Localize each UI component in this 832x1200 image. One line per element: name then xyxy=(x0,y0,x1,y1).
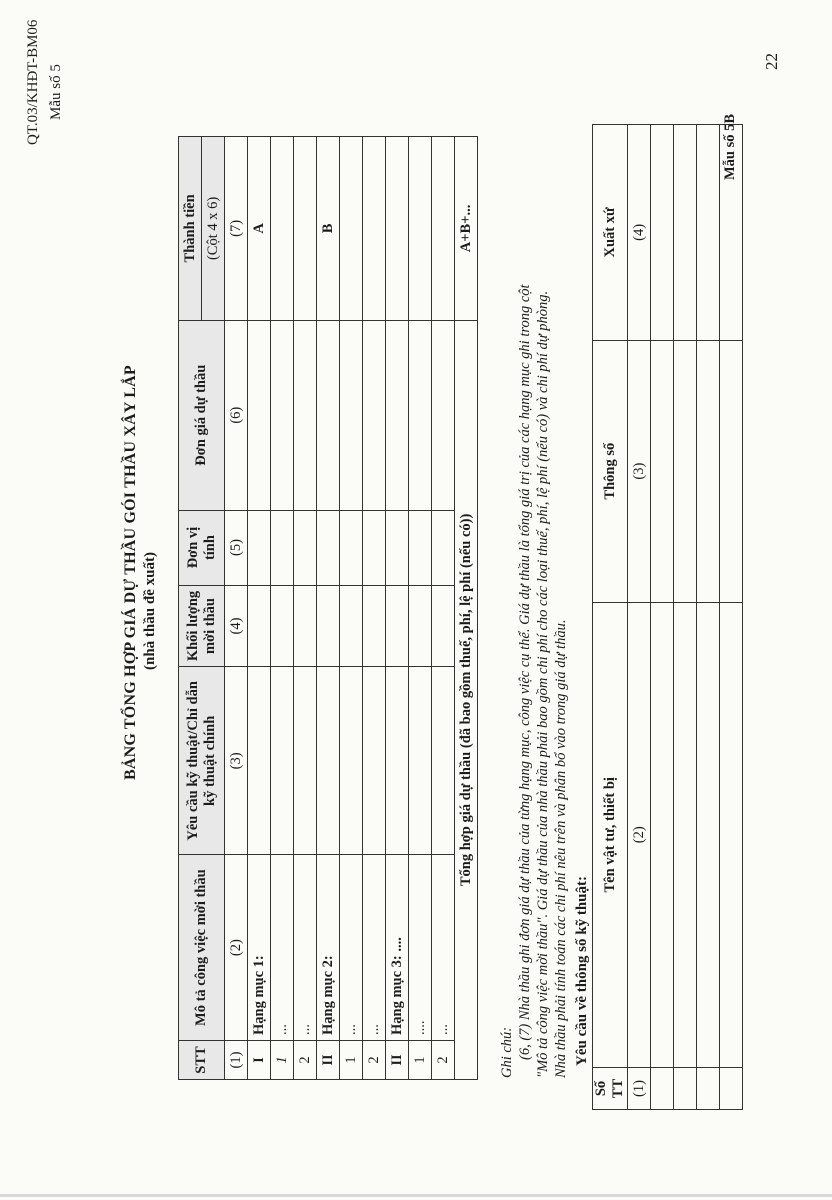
tech-spec-number-row xyxy=(628,125,651,1110)
col-header-amount: Thành tiền xyxy=(179,137,202,321)
col-header-quantity: Khối lượng mời thầu xyxy=(179,585,225,667)
table-row xyxy=(674,125,697,1110)
table-row xyxy=(432,137,455,1080)
row-stt: 2 xyxy=(363,1041,386,1080)
col-header-stt: STT xyxy=(179,1041,225,1080)
row-amount: B xyxy=(317,137,340,321)
note-line-1: (6, (7) Nhà thầu ghi đơn giá dự thầu của từng hạng mục, công việc cụ thể. Giá dự thầu là tổng giá trị của các hạng mục ghi trong cột xyxy=(517,284,533,1060)
table-row xyxy=(294,137,317,1080)
tech-spec-header-row xyxy=(593,125,628,1110)
total-value: A+B+... xyxy=(455,137,478,321)
column-number-row xyxy=(225,137,248,1080)
table-row xyxy=(720,125,743,1110)
table-total-row xyxy=(455,137,478,1080)
table-header-row xyxy=(179,137,202,1080)
row-desc: .... xyxy=(409,855,432,1041)
table-row xyxy=(409,137,432,1080)
row-amount: A xyxy=(248,137,271,321)
form-number-5b: Mẫu số 5B xyxy=(722,113,738,180)
col-number: (6) xyxy=(225,320,248,510)
row-stt: I xyxy=(248,1041,271,1080)
col-header-unit-price: Đơn giá dự thầu xyxy=(179,320,225,510)
total-label: Tổng hợp giá dự thầu (đã bao gồm thuế, phí, lệ phí (nếu có)) xyxy=(455,320,478,1079)
col-number: (1) xyxy=(225,1041,248,1080)
table-row xyxy=(697,125,720,1110)
col-header-unit: Đơn vị tính xyxy=(179,510,225,585)
col-number: (5) xyxy=(225,510,248,585)
col-number: (3) xyxy=(225,667,248,855)
note-line-3: Nhà thầu phải tính toán các chi phí nêu trên và phân bổ vào trong giá dự thầu. xyxy=(553,619,569,1078)
row-desc: ... xyxy=(363,855,386,1041)
table-row xyxy=(340,137,363,1080)
col-header-no: Số TT xyxy=(593,1068,628,1110)
bid-summary-table xyxy=(178,136,478,1080)
row-desc: Hạng mục 2: xyxy=(317,855,340,1041)
note-line-2: "Mô tả công việc mời thầu". Giá dự thầu của nhà thầu phải bao gồm chi phí cho các loại thuế, phí, lệ phí (nếu có) và chi phí dự phòng. xyxy=(535,290,551,1078)
row-stt: 2 xyxy=(294,1041,317,1080)
row-stt: 2 xyxy=(432,1041,455,1080)
row-desc: ... xyxy=(340,855,363,1041)
col-number: (2) xyxy=(628,602,651,1067)
col-number: (4) xyxy=(628,125,651,341)
row-stt: II xyxy=(386,1041,409,1080)
table-row xyxy=(651,125,674,1110)
row-desc: Hạng mục 1: xyxy=(248,855,271,1041)
col-number: (3) xyxy=(628,340,651,602)
col-header-origin: Xuất xứ xyxy=(593,125,628,341)
page-subtitle: (nhà thầu đề xuất) xyxy=(142,552,158,670)
table-row xyxy=(248,137,271,1080)
document-code: QT.03/KHĐT-BM06 xyxy=(25,19,41,145)
row-desc: ... xyxy=(271,855,294,1041)
col-header-specs: Thông số xyxy=(593,340,628,602)
note-label: Ghi chú: xyxy=(499,1026,515,1078)
page-number: 22 xyxy=(762,53,781,70)
table-row xyxy=(271,137,294,1080)
col-number: (1) xyxy=(628,1068,651,1110)
row-desc: Hạng mục 3: .... xyxy=(386,855,409,1041)
row-desc: ... xyxy=(432,855,455,1041)
table-row xyxy=(317,137,340,1080)
row-stt: 1 xyxy=(271,1041,294,1080)
row-stt: 1 xyxy=(340,1041,363,1080)
col-header-material: Tên vật tư, thiết bị xyxy=(593,602,628,1067)
row-stt: 1 xyxy=(409,1041,432,1080)
col-number: (4) xyxy=(225,585,248,667)
tech-spec-heading: Yêu cầu về thông số kỹ thuật: xyxy=(574,875,590,1066)
row-desc: ... xyxy=(294,855,317,1041)
table-row xyxy=(386,137,409,1080)
row-stt: II xyxy=(317,1041,340,1080)
tech-spec-table xyxy=(592,124,743,1110)
col-number: (7) xyxy=(225,137,248,321)
table-row xyxy=(363,137,386,1080)
col-header-tech-req: Yêu cầu kỹ thuật/Chỉ dẫn kỹ thuật chính xyxy=(179,667,225,855)
col-number: (2) xyxy=(225,855,248,1041)
form-number: Mẫu số 5 xyxy=(48,64,64,120)
col-header-work-desc: Mô tả công việc mời thầu xyxy=(179,855,225,1041)
page-title: BẢNG TỔNG HỢP GIÁ DỰ THẦU GÓI THẦU XÂY LẮP xyxy=(122,365,139,780)
scan-edge xyxy=(0,1194,832,1197)
col-header-amount-formula: (Cột 4 x 6) xyxy=(202,137,225,321)
